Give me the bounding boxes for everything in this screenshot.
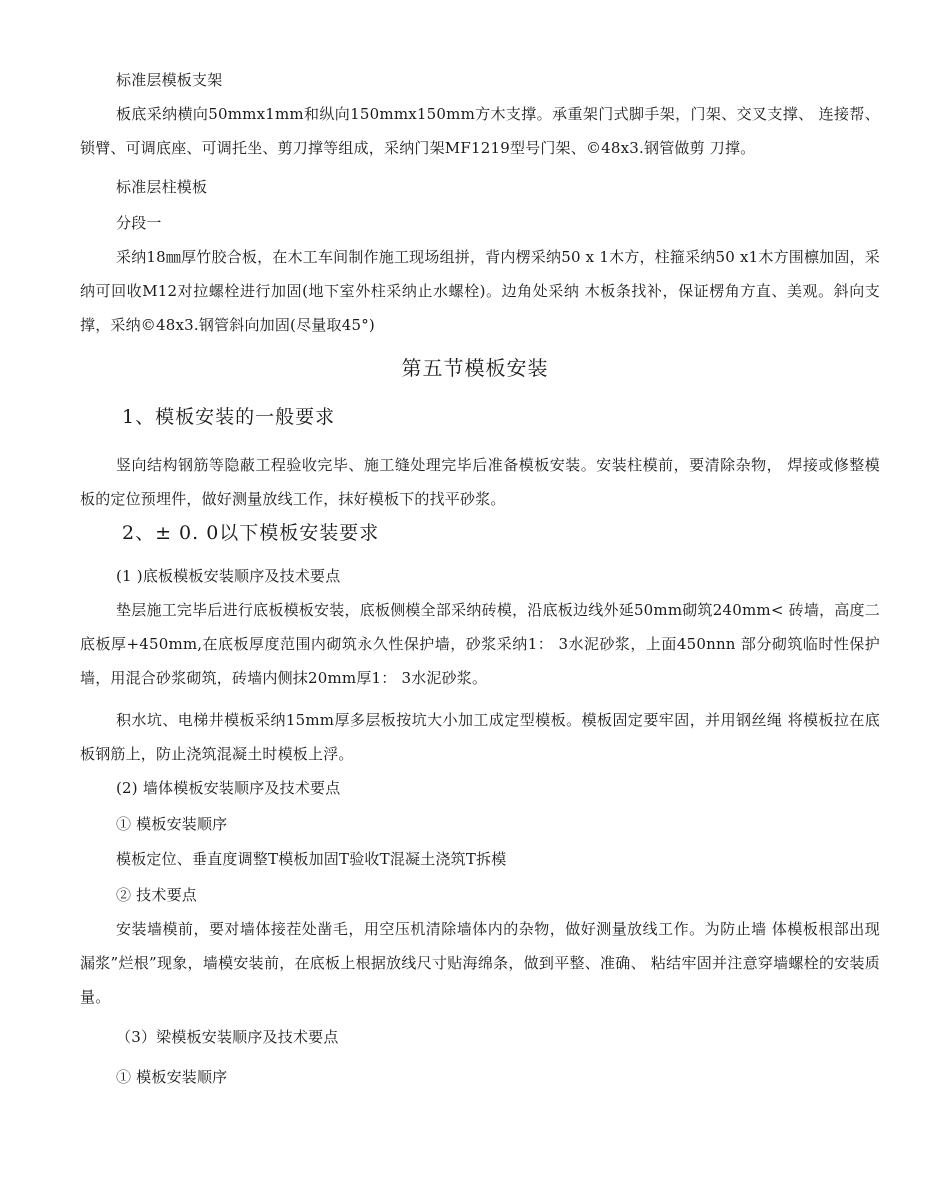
sub-title-below-zero: 2、± 0. 0以下模板安装要求 <box>122 522 380 544</box>
heading-standard-column-formwork: 标准层柱模板 <box>116 178 208 196</box>
paragraph-pit: 积水坑、电梯井模板采纳15mm厚多层板按坑大小加工成定型模板。模板固定要牢固，并用钢丝绳 将模板拉在底板钢筋上，防止浇筑混凝土时模板上浮。 <box>80 711 880 763</box>
paragraph-bottom-slab: 垫层施工完毕后进行底板模板安装，底板侧模全部采纳砖模，沿底板边线外延50mm砌筑240mm< 砖墙，高度二底板厚+450mm,在底板厚度范围内砌筑永久性保护墙，砂浆采纳1： 3水泥砂浆，上面450nnn 部分砌筑临时性保护墙，用混合砂浆砌筑，砖墙内侧抹20mm厚1： 3水泥砂浆。 <box>80 601 880 687</box>
paragraph-support: 板底采纳横向50mmx1mm和纵向150mmx150mm方木支撑。承重架门式脚手架，门架、交叉支撑、 连接帮、锁臂、可调底座、可调托坐、剪刀撑等组成，采纳门架MF1219型号门架、©48x3.钢管做剪 刀撑。 <box>80 105 880 157</box>
heading-section-one: 分段一 <box>116 214 162 232</box>
item-2-sub-2: ② 技术要点 <box>116 886 197 904</box>
item-3-sub-1: ① 模板安装顺序 <box>116 1068 228 1086</box>
item-2-heading: (2) 墙体模板安装顺序及技术要点 <box>116 779 341 797</box>
item-2-sub-1: ① 模板安装顺序 <box>116 815 228 833</box>
item-3-heading: （3）梁模板安装顺序及技术要点 <box>116 1028 339 1046</box>
paragraph-wall: 安装墙模前，要对墙体接茬处凿毛，用空压机清除墙体内的杂物，做好测量放线工作。为防止墙 体模板根部出现漏浆”烂根”现象，墙模安装前，在底板上根据放线尺寸贴海绵条，做到平整、准确、 粘结牢固并注意穿墙螺栓的安装质量。 <box>80 920 880 1006</box>
item-2-sequence: 模板定位、垂直度调整T模板加固T验收T混凝土浇筑T拆模 <box>116 850 507 868</box>
sub-title-general-requirements: 1、模板安装的一般要求 <box>122 406 336 428</box>
item-1-heading: (1 )底板模板安装顺序及技术要点 <box>116 567 341 585</box>
paragraph-column: 采纳18㎜厚竹胶合板，在木工车间制作施工现场组拼，背内楞采纳50 x 1木方，柱箍采纳50 x1木方围檩加固，采纳可回收M12对拉螺栓进行加固(地下室外柱采纳止水螺栓)。边角处采纳 木板条找补，保证楞角方直、美观。斜向支撑，采纳©48x3.钢管斜向加固(尽量取45°) <box>80 248 880 334</box>
section-title: 第五节模板安装 <box>401 356 549 380</box>
heading-standard-formwork-support: 标准层模板支架 <box>116 71 223 89</box>
paragraph-general: 竖向结构钢筋等隐蔽工程验收完毕、施工缝处理完毕后准备模板安装。安装柱模前，要清除杂物， 焊接或修整模板的定位预埋件，做好测量放线工作，抹好模板下的找平砂浆。 <box>80 456 880 508</box>
